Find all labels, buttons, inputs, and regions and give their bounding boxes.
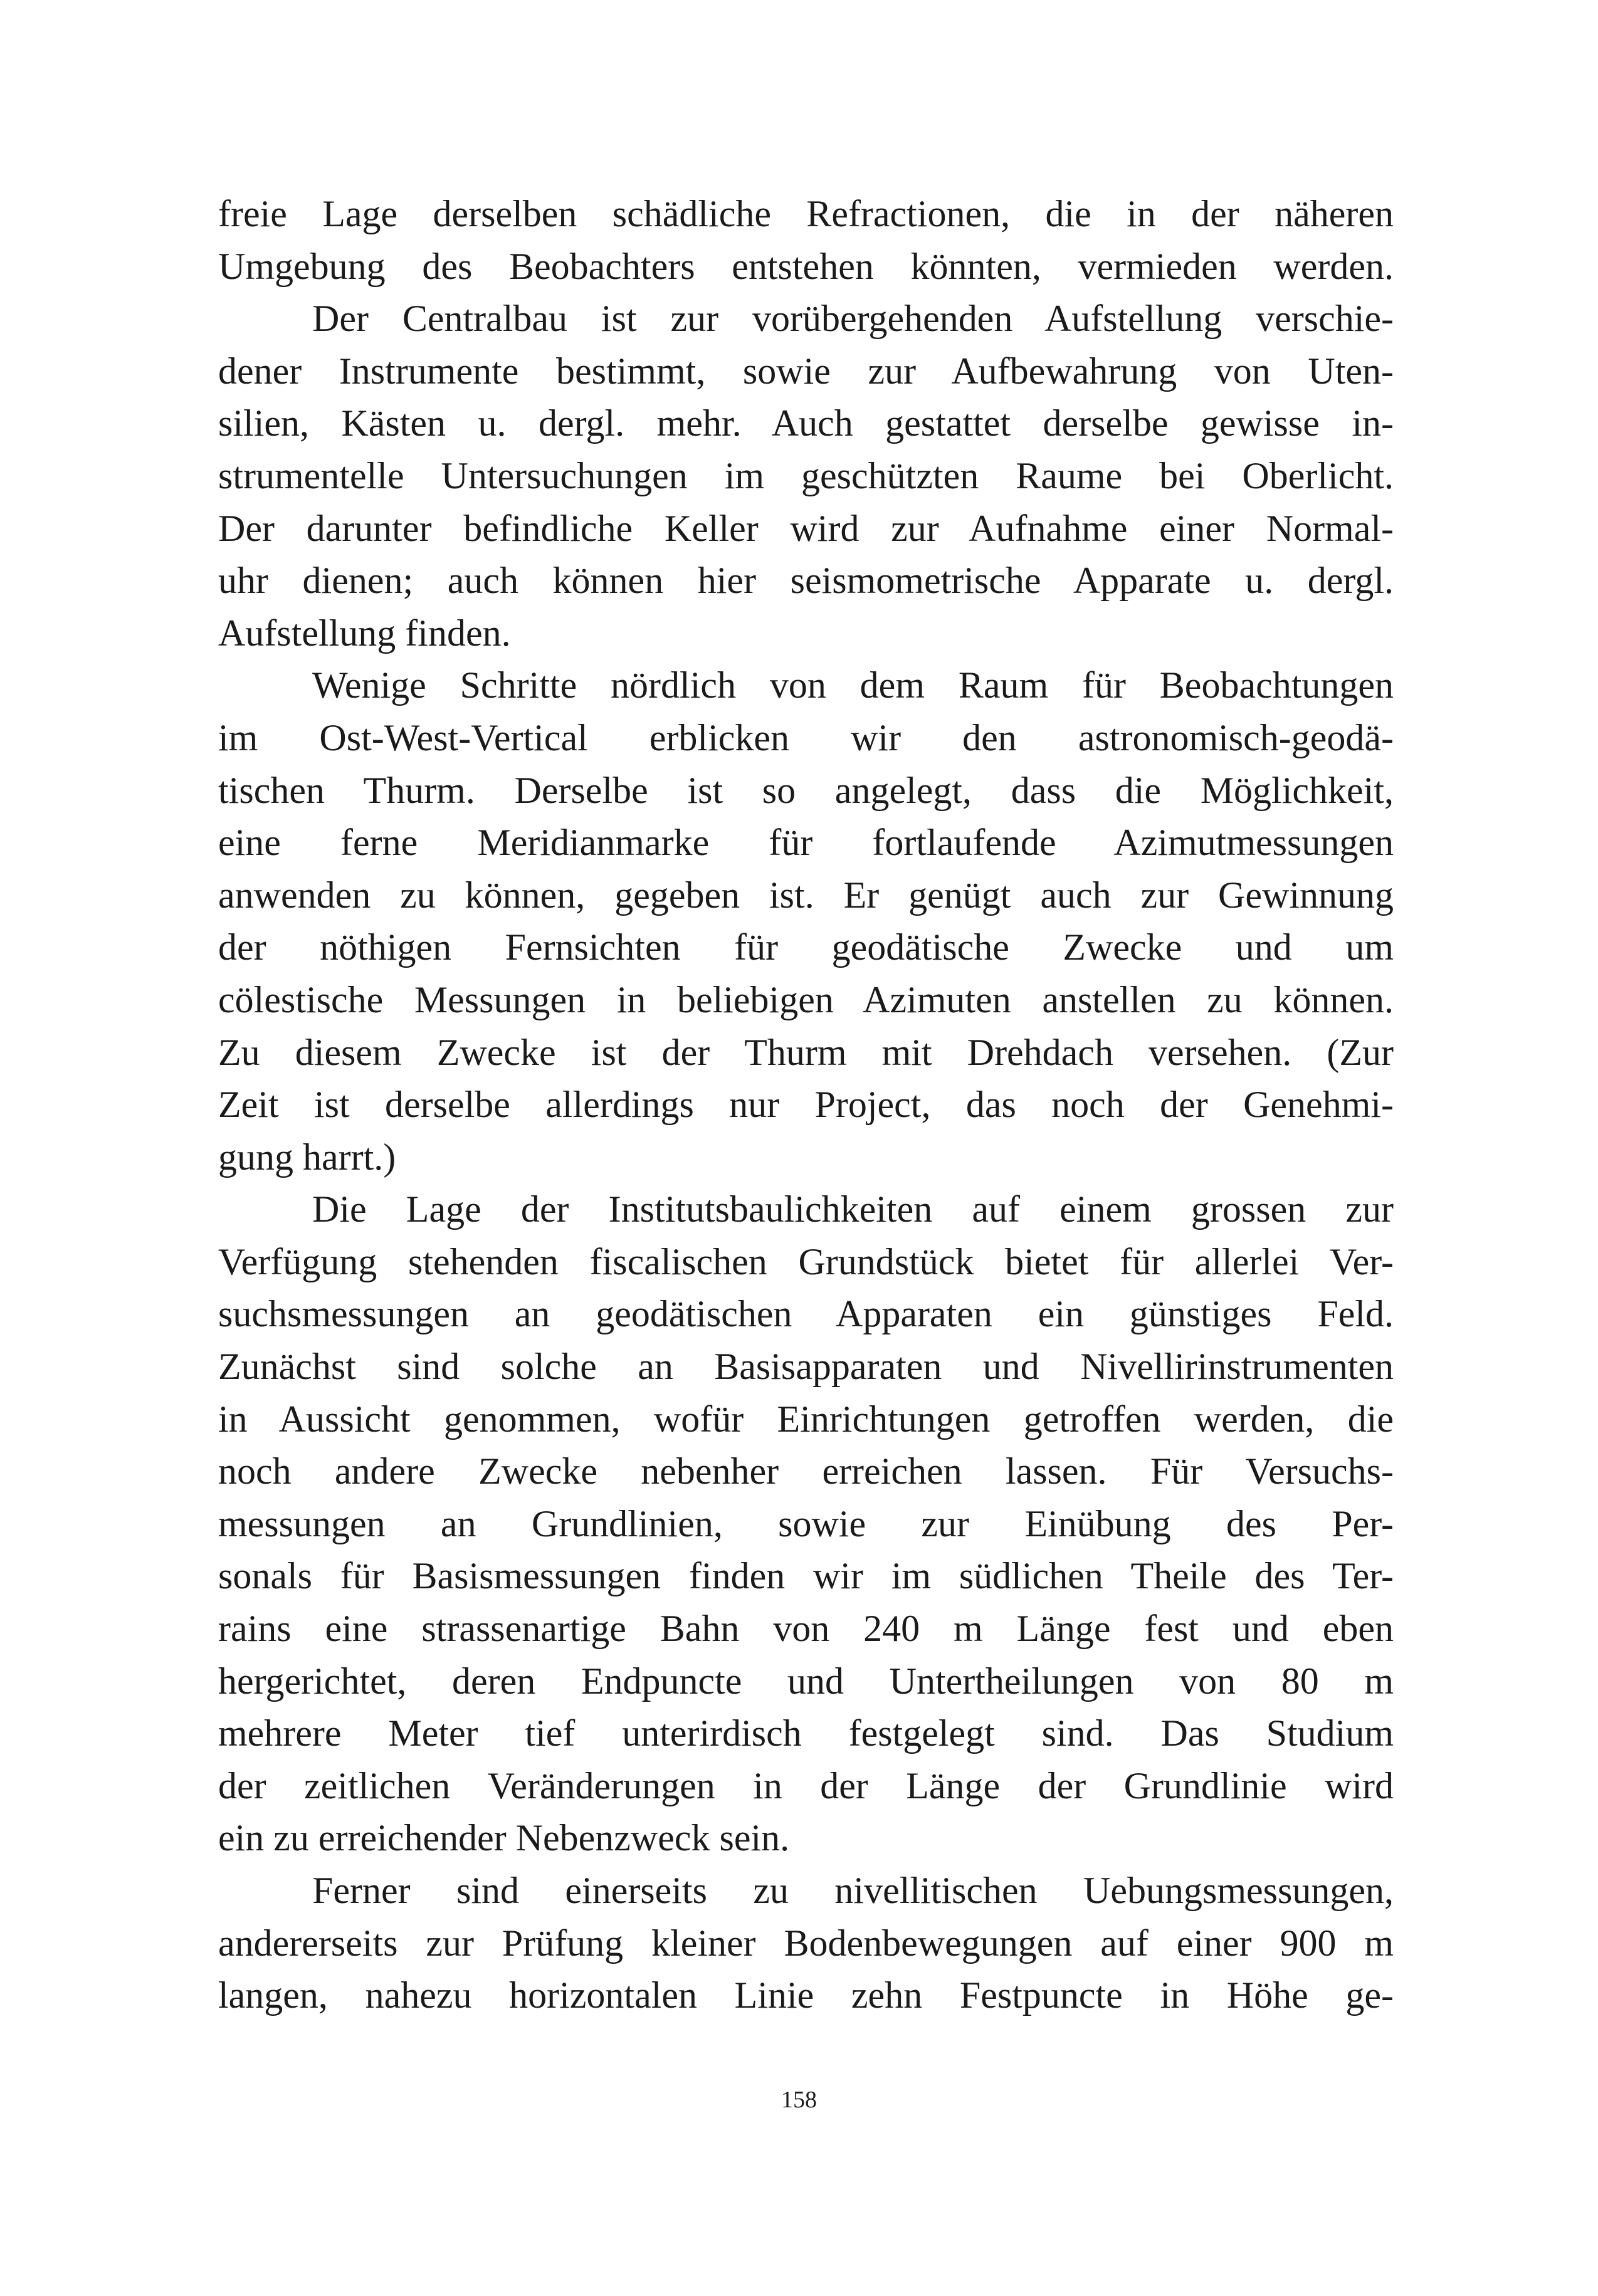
text-line: Zeit ist derselbe allerdings nur Project, das noch der Genehmi- bbox=[218, 1084, 1394, 1126]
text-line: Zunächst sind solche an Basisapparaten und Nivellirinstrumenten bbox=[218, 1346, 1394, 1388]
body-text bbox=[218, 188, 1394, 2022]
text-line: dener Instrumente bestimmt, sowie zur Aufbewahrung von Uten- bbox=[218, 350, 1394, 392]
text-line: suchsmessungen an geodätischen Apparaten ein günstiges Feld. bbox=[218, 1293, 1394, 1335]
text-line: Die Lage der Institutsbaulichkeiten auf einem grossen zur bbox=[312, 1188, 1394, 1230]
text-line: messungen an Grundlinien, sowie zur Einübung des Per- bbox=[218, 1502, 1394, 1544]
text-line: der zeitlichen Veränderungen in der Länge der Grundlinie wird bbox=[218, 1764, 1394, 1806]
text-line: Der darunter befindliche Keller wird zur Aufnahme einer Normal- bbox=[218, 507, 1394, 549]
text-line: freie Lage derselben schädliche Refractionen, die in der näheren bbox=[218, 193, 1394, 234]
text-line: Wenige Schritte nördlich von dem Raum für Beobachtungen bbox=[312, 664, 1394, 706]
text-line: anwenden zu können, gegeben ist. Er genügt auch zur Gewinnung bbox=[218, 874, 1394, 916]
text-line: Der Centralbau ist zur vorübergehenden Aufstellung verschie- bbox=[312, 298, 1394, 340]
text-line: rains eine strassenartige Bahn von 240 m Länge fest und eben bbox=[218, 1608, 1394, 1650]
page-number: 158 bbox=[781, 2087, 817, 2113]
text-line: uhr dienen; auch können hier seismometrische Apparate u. dergl. bbox=[218, 560, 1394, 602]
text-line: hergerichtet, deren Endpuncte und Untertheilungen von 80 m bbox=[218, 1660, 1394, 1702]
text-line: im Ost-West-Vertical erblicken wir den astronomisch-geodä- bbox=[218, 716, 1394, 758]
text-line: noch andere Zwecke nebenher erreichen lassen. Für Versuchs- bbox=[218, 1450, 1394, 1492]
text-line: andererseits zur Prüfung kleiner Bodenbewegungen auf einer 900 m bbox=[218, 1922, 1394, 1964]
text-line: eine ferne Meridianmarke für fortlaufende Azimutmessungen bbox=[218, 822, 1394, 864]
text-line: der nöthigen Fernsichten für geodätische Zwecke und um bbox=[218, 926, 1394, 968]
text-line: Umgebung des Beobachters entstehen könnten, vermieden werden. bbox=[218, 245, 1394, 287]
text-line: ein zu erreichender Nebenzweck sein. bbox=[218, 1817, 790, 1859]
text-line: Zu diesem Zwecke ist der Thurm mit Drehdach versehen. (Zur bbox=[218, 1031, 1394, 1073]
text-line: mehrere Meter tief unterirdisch festgelegt sind. Das Studium bbox=[218, 1712, 1394, 1754]
text-line: sonals für Basismessungen finden wir im südlichen Theile des Ter- bbox=[218, 1555, 1394, 1597]
text-line: Aufstellung finden. bbox=[218, 612, 511, 654]
text-line: langen, nahezu horizontalen Linie zehn Festpuncte in Höhe ge- bbox=[218, 1974, 1394, 2016]
text-line: in Aussicht genommen, wofür Einrichtungen getroffen werden, die bbox=[218, 1398, 1394, 1440]
text-line: gung harrt.) bbox=[218, 1136, 396, 1178]
text-line: Ferner sind einerseits zu nivellitischen Uebungsmessungen, bbox=[312, 1870, 1394, 1911]
text-line: cölestische Messungen in beliebigen Azimuten anstellen zu können. bbox=[218, 978, 1394, 1020]
text-line: silien, Kästen u. dergl. mehr. Auch gestattet derselbe gewisse in- bbox=[218, 402, 1394, 444]
text-line: strumentelle Untersuchungen im geschützten Raume bei Oberlicht. bbox=[218, 454, 1394, 496]
text-line: Verfügung stehenden fiscalischen Grundstück bietet für allerlei Ver- bbox=[218, 1240, 1394, 1282]
text-line: tischen Thurm. Derselbe ist so angelegt, dass die Möglichkeit, bbox=[218, 769, 1394, 811]
